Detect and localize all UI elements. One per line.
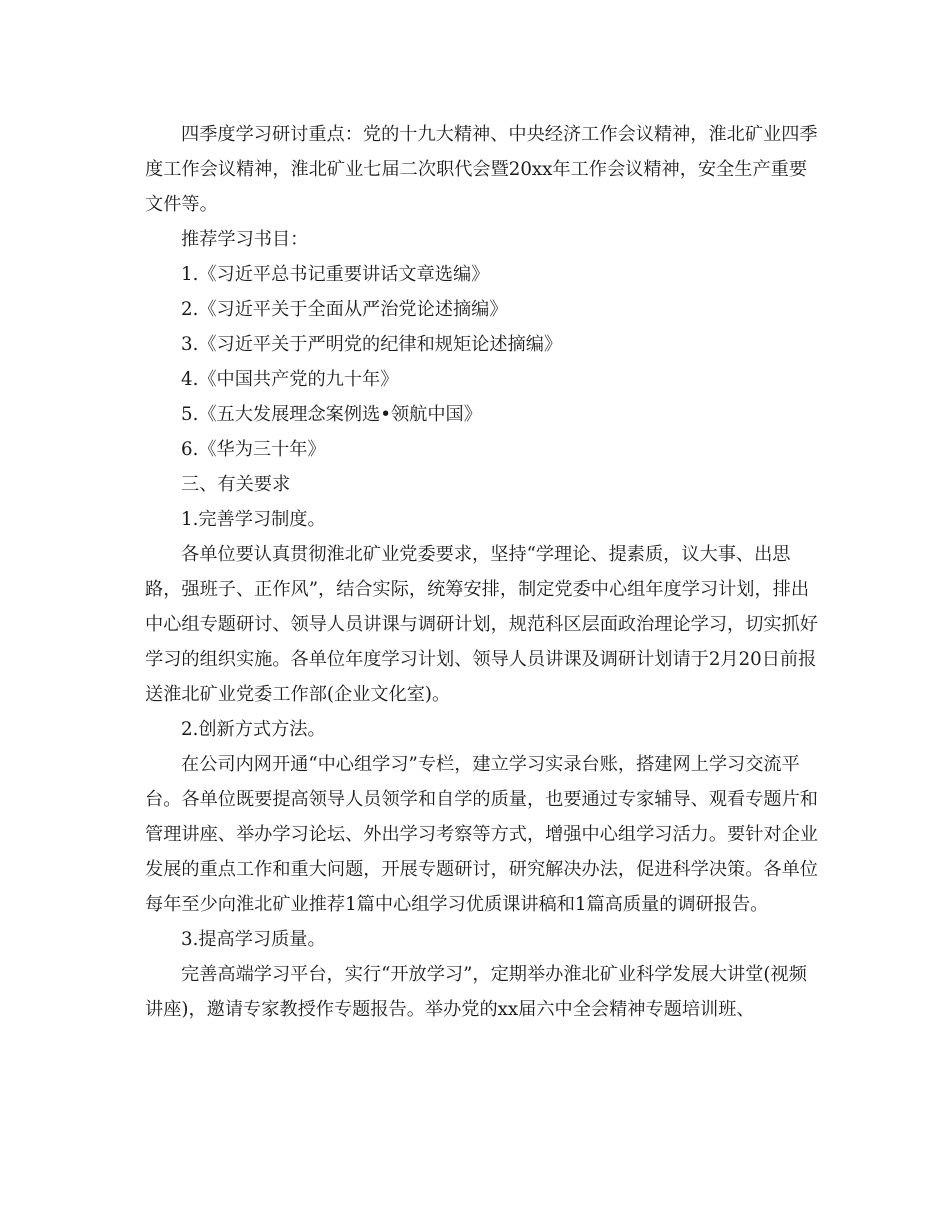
book-item: 6.《华为三十年》 [181,439,326,460]
subheading-innovate-methods: 2.创新方式方法。 [181,719,326,740]
subheading-study-system: 1.完善学习制度。 [181,509,326,530]
book-item: 4.《中国共产党的九十年》 [181,369,399,390]
book-item: 3.《习近平关于严明党的纪律和规矩论述摘编》 [181,334,563,355]
book-item: 5.《五大发展理念案例选•领航中国》 [181,404,482,425]
paragraph-study-quality: 完善高端学习平台，实行“开放学习”，定期举办淮北矿业科学发展大讲堂(视频讲座)，邀请专家教授作专题报告。举办党的xx届六中全会精神专题培训班、 [145,964,807,1020]
heading-recommended-books: 推荐学习书目： [181,229,309,250]
paragraph-q4-focus: 四季度学习研讨重点：党的十九大精神、中央经济工作会议精神，淮北矿业四季度工作会议精神，淮北矿业七届二次职代会暨20xx年工作会议精神，安全生产重要文件等。 [145,124,818,215]
subheading-study-quality: 3.提高学习质量。 [181,929,326,950]
document-body [145,117,821,1027]
paragraph-innovate-methods: 在公司内网开通“中心组学习”专栏，建立学习实录台账，搭建网上学习交流平台。各单位既要提高领导人员领学和自学的质量，也要通过专家辅导、观看专题片和管理讲座、举办学习论坛、外出学习考察等方式，增强中心组学习活力。要针对企业发展的重点工作和重大问题，开展专题研讨，研究解决办法，促进科学决策。各单位每年至少向淮北矿业推荐1篇中心组学习优质课讲稿和1篇高质量的调研报告。 [145,754,818,915]
section-heading-requirements: 三、有关要求 [181,474,291,495]
book-item: 2.《习近平关于全面从严治党论述摘编》 [181,299,508,320]
paragraph-study-system: 各单位要认真贯彻淮北矿业党委要求，坚持“学理论、提素质，议大事、出思路，强班子、正作风”，结合实际，统筹安排，制定党委中心组年度学习计划，排出中心组专题研讨、领导人员讲课与调研计划，规范科区层面政治理论学习，切实抓好学习的组织实施。各单位年度学习计划、领导人员讲课及调研计划请于2月20日前报送淮北矿业党委工作部(企业文化室)。 [145,544,818,705]
book-item: 1.《习近平总书记重要讲话文章选编》 [181,264,490,285]
